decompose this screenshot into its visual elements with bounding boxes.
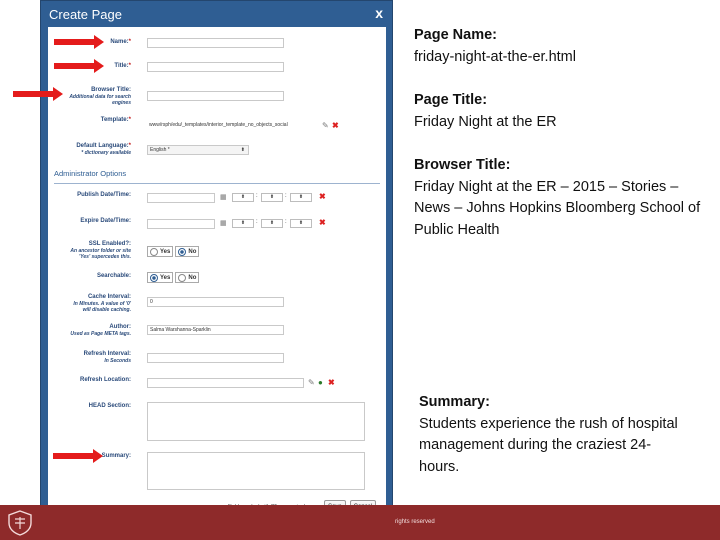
author-label: Author: bbox=[109, 324, 131, 330]
arrow-icon bbox=[54, 35, 104, 49]
clear-publish-icon[interactable]: ✖ bbox=[319, 192, 326, 201]
annotation-summary: Summary: Students experience the rush of hospital management during the craziest 24-hours. bbox=[419, 394, 678, 475]
ssl-yes-option[interactable]: Yes bbox=[147, 246, 173, 257]
template-label: Template:* bbox=[100, 117, 131, 123]
expire-date-input[interactable] bbox=[147, 219, 215, 229]
annotation-page-title: Page Title: Friday Night at the ER bbox=[414, 92, 557, 130]
browser-title-hint: Additional data for search engines bbox=[69, 94, 131, 106]
summary-label: Summary: bbox=[101, 453, 131, 459]
cache-label: Cache Interval: bbox=[87, 294, 131, 300]
default-language-label: Default Language:* bbox=[76, 143, 131, 149]
time-sep: : bbox=[285, 219, 287, 225]
author-hint: Used as Page META tags. bbox=[70, 331, 131, 337]
expire-minute[interactable]: ⬍ bbox=[261, 219, 283, 228]
cache-interval-input[interactable]: 0 bbox=[147, 297, 284, 307]
browser-title-label: Browser Title: bbox=[91, 87, 131, 93]
time-sep: : bbox=[256, 193, 258, 199]
publish-hour[interactable]: ⬍ bbox=[232, 193, 254, 202]
dialog-body bbox=[48, 27, 386, 521]
clear-location-icon[interactable]: ✖ bbox=[328, 378, 335, 387]
searchable-label: Searchable: bbox=[96, 273, 131, 279]
default-language-select[interactable]: English * ⬍ bbox=[147, 145, 249, 155]
ssl-no-option[interactable]: No bbox=[175, 246, 199, 257]
searchable-yes-option[interactable]: Yes bbox=[147, 272, 173, 283]
refresh-interval-hint: In Seconds bbox=[104, 358, 131, 364]
publish-label: Publish Date/Time: bbox=[77, 192, 131, 198]
globe-icon[interactable]: ● bbox=[318, 378, 323, 387]
shield-logo-icon bbox=[6, 509, 34, 537]
title-input[interactable] bbox=[147, 62, 284, 72]
calendar-icon[interactable]: ▦ bbox=[220, 194, 227, 201]
time-sep: : bbox=[285, 193, 287, 199]
clear-expire-icon[interactable]: ✖ bbox=[319, 218, 326, 227]
expire-label: Expire Date/Time: bbox=[80, 218, 131, 224]
default-language-hint: * dictionary available bbox=[81, 150, 131, 156]
name-input[interactable] bbox=[147, 38, 284, 48]
chevron-down-icon: ⬍ bbox=[240, 147, 245, 153]
ssl-radio-group bbox=[147, 246, 201, 257]
section-divider bbox=[54, 183, 380, 184]
annotation-browser-title: Browser Title: Friday Night at the ER – 2015 – Stories – News – Johns Hopkins Bloomberg School of Public Health bbox=[414, 157, 701, 238]
refresh-interval-input[interactable] bbox=[147, 353, 284, 363]
arrow-icon bbox=[13, 87, 63, 101]
cache-hint-1: In Minutes. A value of '0' bbox=[73, 301, 131, 307]
arrow-icon bbox=[54, 59, 104, 73]
searchable-radio-group bbox=[147, 272, 201, 283]
close-icon[interactable]: x bbox=[375, 5, 383, 21]
template-path: www/rsph/edu/_templates/interior_template_no_objects_social bbox=[147, 121, 319, 131]
annotation-page-name: Page Name: friday-night-at-the-er.html bbox=[414, 27, 576, 65]
title-label: Title:* bbox=[114, 63, 131, 69]
ssl-label: SSL Enabled?: bbox=[88, 241, 131, 247]
browser-title-input[interactable] bbox=[147, 91, 284, 101]
publish-minute[interactable]: ⬍ bbox=[261, 193, 283, 202]
refresh-location-input[interactable] bbox=[147, 378, 304, 388]
expire-hour[interactable]: ⬍ bbox=[232, 219, 254, 228]
footer-text: rights reserved bbox=[395, 519, 435, 525]
refresh-interval-label: Refresh Interval: bbox=[83, 351, 131, 357]
browse-icon[interactable]: ✎ bbox=[308, 378, 315, 387]
searchable-no-option[interactable]: No bbox=[175, 272, 199, 283]
cache-hint-2: will disable caching. bbox=[82, 307, 131, 313]
author-input[interactable]: Salma Warshanna-Sparklin bbox=[147, 325, 284, 335]
browse-icon[interactable]: ✎ bbox=[322, 121, 329, 130]
refresh-location-label: Refresh Location: bbox=[79, 377, 131, 383]
head-section-label: HEAD Section: bbox=[88, 403, 131, 409]
admin-options-heading: Administrator Options bbox=[54, 169, 127, 178]
head-section-textarea[interactable] bbox=[147, 402, 365, 441]
ssl-hint-1: An ancestor folder or site bbox=[70, 248, 131, 254]
expire-ampm[interactable]: ⬍ bbox=[290, 219, 312, 228]
clear-template-icon[interactable]: ✖ bbox=[332, 121, 339, 130]
time-sep: : bbox=[256, 219, 258, 225]
footer-band bbox=[0, 505, 720, 540]
ssl-hint-2: 'Yes' supercedes this. bbox=[79, 254, 131, 260]
publish-ampm[interactable]: ⬍ bbox=[290, 193, 312, 202]
arrow-icon bbox=[53, 449, 103, 463]
dialog-title: Create Page bbox=[49, 7, 122, 22]
name-label: Name:* bbox=[110, 39, 131, 45]
summary-textarea[interactable] bbox=[147, 452, 365, 490]
calendar-icon[interactable]: ▦ bbox=[220, 220, 227, 227]
publish-date-input[interactable] bbox=[147, 193, 215, 203]
